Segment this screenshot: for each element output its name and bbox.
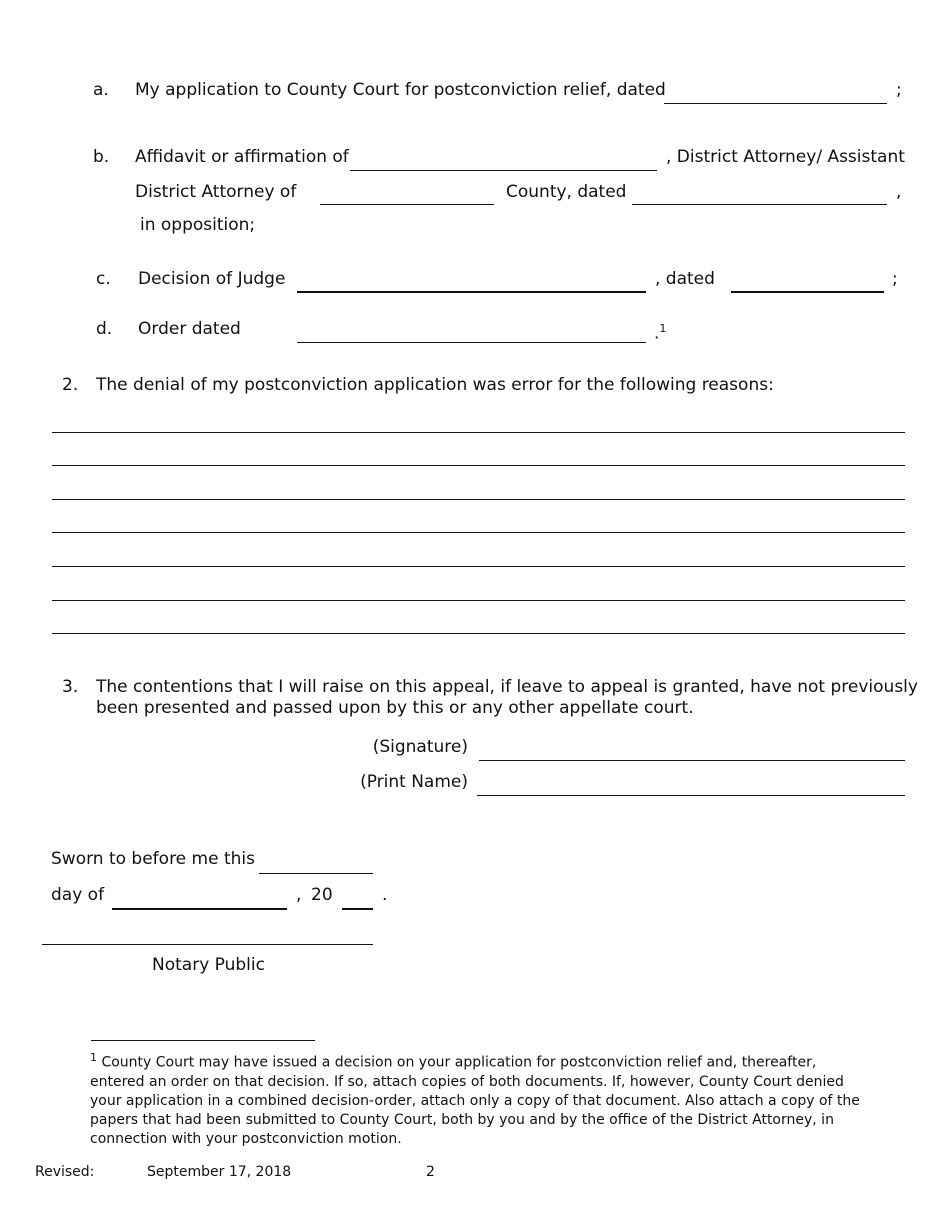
reasons-line[interactable] — [52, 566, 905, 567]
footnote-text: County Court may have issued a decision on your application for postconviction relief and, thereafter, entered an order on that decision. If so, attach copies of both documents. If, however, County Court denied your application in a combined decision-order, attach only a copy of that document. Also attach a copy of the papers that had been submitted to County Court, both by you and by the office of the District Attorney, in connection with your postconviction motion. — [90, 1054, 860, 1147]
item-c-end: ; — [892, 269, 898, 289]
item-b-affiant-field[interactable] — [350, 170, 657, 171]
revised-date: September 17, 2018 — [147, 1164, 292, 1180]
item-a-text: My application to County Court for postconviction relief, dated — [135, 80, 666, 100]
item-c-text-1: Decision of Judge — [138, 269, 286, 289]
day-of-text: day of — [51, 885, 105, 905]
item-b-text-5: in opposition; — [140, 215, 256, 235]
print-name-label: (Print Name) — [360, 772, 468, 792]
reasons-line[interactable] — [52, 633, 905, 634]
footnote — [90, 1048, 870, 1149]
date-comma: , — [296, 885, 302, 905]
item-c-judge-field[interactable] — [297, 291, 646, 293]
revised-label: Revised: — [35, 1164, 95, 1180]
item-b-county-field[interactable] — [320, 204, 494, 205]
reasons-line[interactable] — [52, 600, 905, 601]
item-a-marker: a. — [93, 80, 109, 100]
item-d-end: .$^1$ — [654, 322, 667, 344]
footnote-reference: 1 — [659, 322, 667, 335]
item-a-date-field[interactable] — [664, 103, 887, 104]
item-d-marker: d. — [96, 319, 113, 339]
page-number: 2 — [426, 1164, 435, 1180]
item-c-marker: c. — [96, 269, 111, 289]
item-c-date-field[interactable] — [731, 291, 884, 293]
sworn-day-field[interactable] — [259, 873, 373, 874]
section-2-text: The denial of my postconviction application was error for the following reasons: — [96, 375, 774, 395]
footnote-marker: 1 — [90, 1051, 97, 1064]
sworn-text: Sworn to before me this — [51, 849, 255, 869]
item-b-text-2: , District Attorney/ Assistant — [666, 147, 905, 167]
date-period: . — [382, 885, 388, 905]
reasons-line[interactable] — [52, 465, 905, 466]
signature-label: (Signature) — [372, 737, 468, 757]
notary-signature-field[interactable] — [42, 944, 373, 945]
print-name-field[interactable] — [477, 795, 905, 796]
item-b-text-3: District Attorney of — [135, 182, 297, 202]
section-3-number: 3. — [62, 677, 79, 697]
notary-label: Notary Public — [152, 955, 265, 975]
year-prefix: 20 — [311, 885, 333, 905]
reasons-line[interactable] — [52, 499, 905, 500]
footnote-separator — [91, 1040, 315, 1041]
section-3-line-2: been presented and passed upon by this or any other appellate court. — [96, 698, 694, 718]
item-b-text-4: County, dated — [506, 182, 627, 202]
item-d-text-1: Order dated — [138, 319, 241, 339]
sworn-month-field[interactable] — [112, 908, 287, 910]
reasons-line[interactable] — [52, 432, 905, 433]
item-b-marker: b. — [93, 147, 110, 167]
reasons-line[interactable] — [52, 532, 905, 533]
item-b-end: , — [896, 182, 902, 202]
item-b-date-field[interactable] — [632, 204, 887, 205]
section-2-number: 2. — [62, 375, 79, 395]
item-c-text-2: , dated — [655, 269, 715, 289]
signature-field[interactable] — [479, 760, 905, 761]
section-3-line-1: The contentions that I will raise on this appeal, if leave to appeal is granted, have not previously — [96, 677, 918, 697]
item-a-end: ; — [896, 80, 902, 100]
item-b-text-1: Affidavit or affirmation of — [135, 147, 349, 167]
item-d-date-field[interactable] — [297, 342, 646, 343]
sworn-year-field[interactable] — [342, 908, 373, 910]
